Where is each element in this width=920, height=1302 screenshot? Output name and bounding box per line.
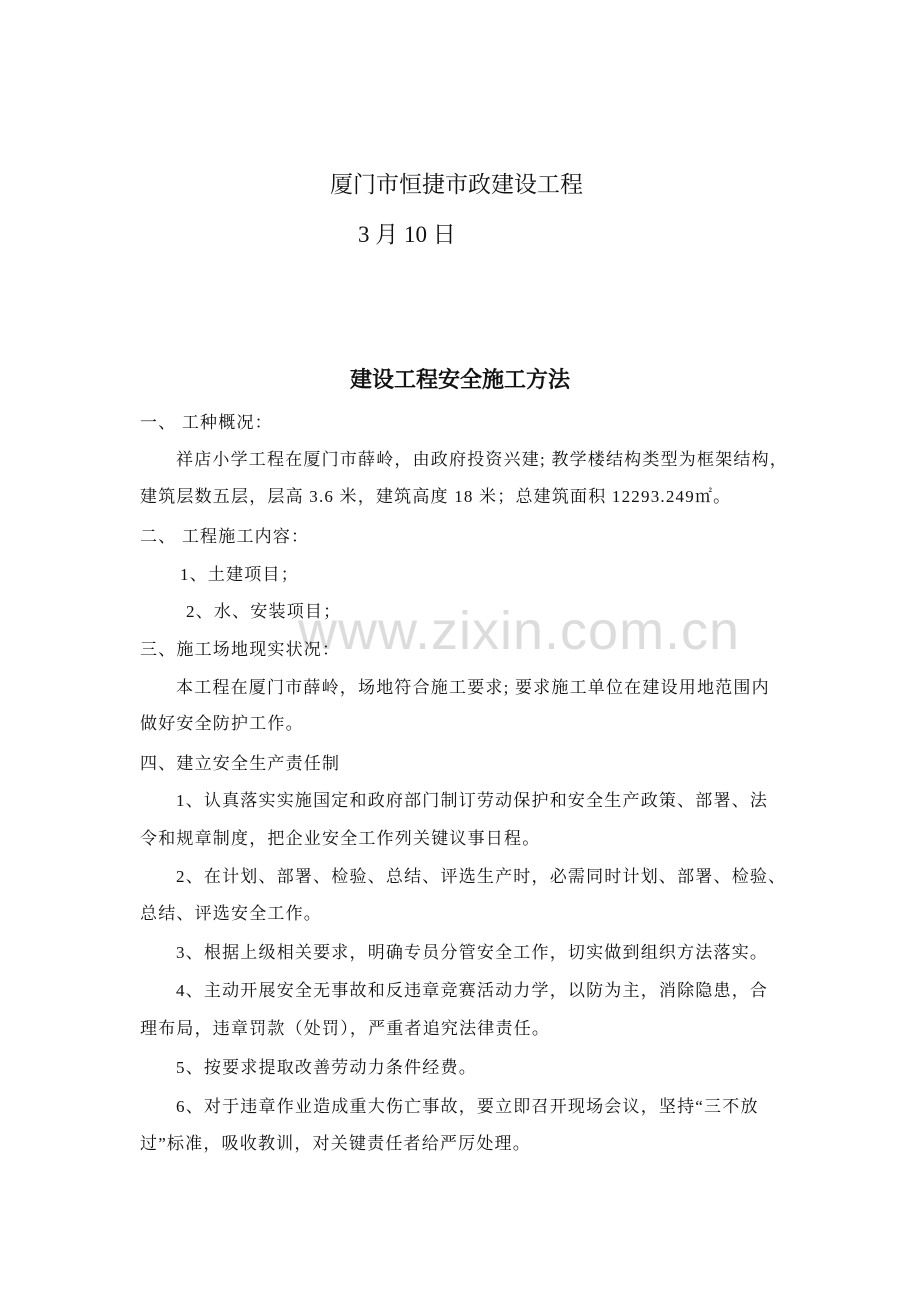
company-name: 厦门市恒捷市政建设工程 [330,172,583,197]
section-3-paragraph-line: 本工程在厦门市薛岭，场地符合施工要求; 要求施工单位在建设用地范围内 [176,678,770,697]
watermark: www.zixin.com.cn [298,601,741,661]
section-4-item-line: 6、对于违章作业造成重大伤亡事故，要立即召开现场会议，坚持“三不放 [176,1097,759,1116]
section-1-heading: 一、 工种概况： [140,413,273,432]
section-4-item-line: 令和规章制度，把企业安全工作列关键议事日程。 [140,829,541,848]
section-1-paragraph-line: 建筑层数五层，层高 3.6 米，建筑高度 18 米；总建筑面积 12293.249㎡。 [140,487,732,506]
section-4-item-line: 2、在计划、部署、检验、总结、评选生产时，必需同时计划、部署、检验、 [176,867,787,886]
section-3-paragraph-line: 做好安全防护工作。 [140,714,304,733]
section-4-item-line: 4、主动开展安全无事故和反违章竞赛活动力学，以防为主，消除隐患，合 [176,981,769,1000]
section-2-item: 2、水、安装项目； [186,602,342,621]
section-4-item-line: 过”标准，吸收教训，对关键责任者给严厉处理。 [140,1134,531,1153]
document-title: 建设工程安全施工方法 [349,367,570,392]
section-4-item-line: 理布局，违章罚款（处罚），严重者追究法律责任。 [140,1019,551,1038]
section-3-heading: 三、施工场地现实状况： [140,640,341,659]
section-2-heading: 二、 工程施工内容： [140,527,310,546]
section-4-heading: 四、建立安全生产责任制 [140,754,341,773]
section-4-item-line: 3、根据上级相关要求，明确专员分管安全工作，切实做到组织方法落实。 [176,943,769,962]
section-4-item-line: 5、按要求提取改善劳动力条件经费。 [176,1058,477,1077]
document-date: 3 月 10 日 [358,222,456,247]
section-2-item: 1、土建项目； [180,565,299,584]
section-1-paragraph-line: 祥店小学工程在厦门市薛岭，由政府投资兴建; 教学楼结构类型为框架结构， [176,450,788,469]
section-4-item-line: 总结、评选安全工作。 [140,904,322,923]
section-4-item-line: 1、认真落实实施国定和政府部门制订劳动保护和安全生产政策、部署、法 [176,791,769,810]
